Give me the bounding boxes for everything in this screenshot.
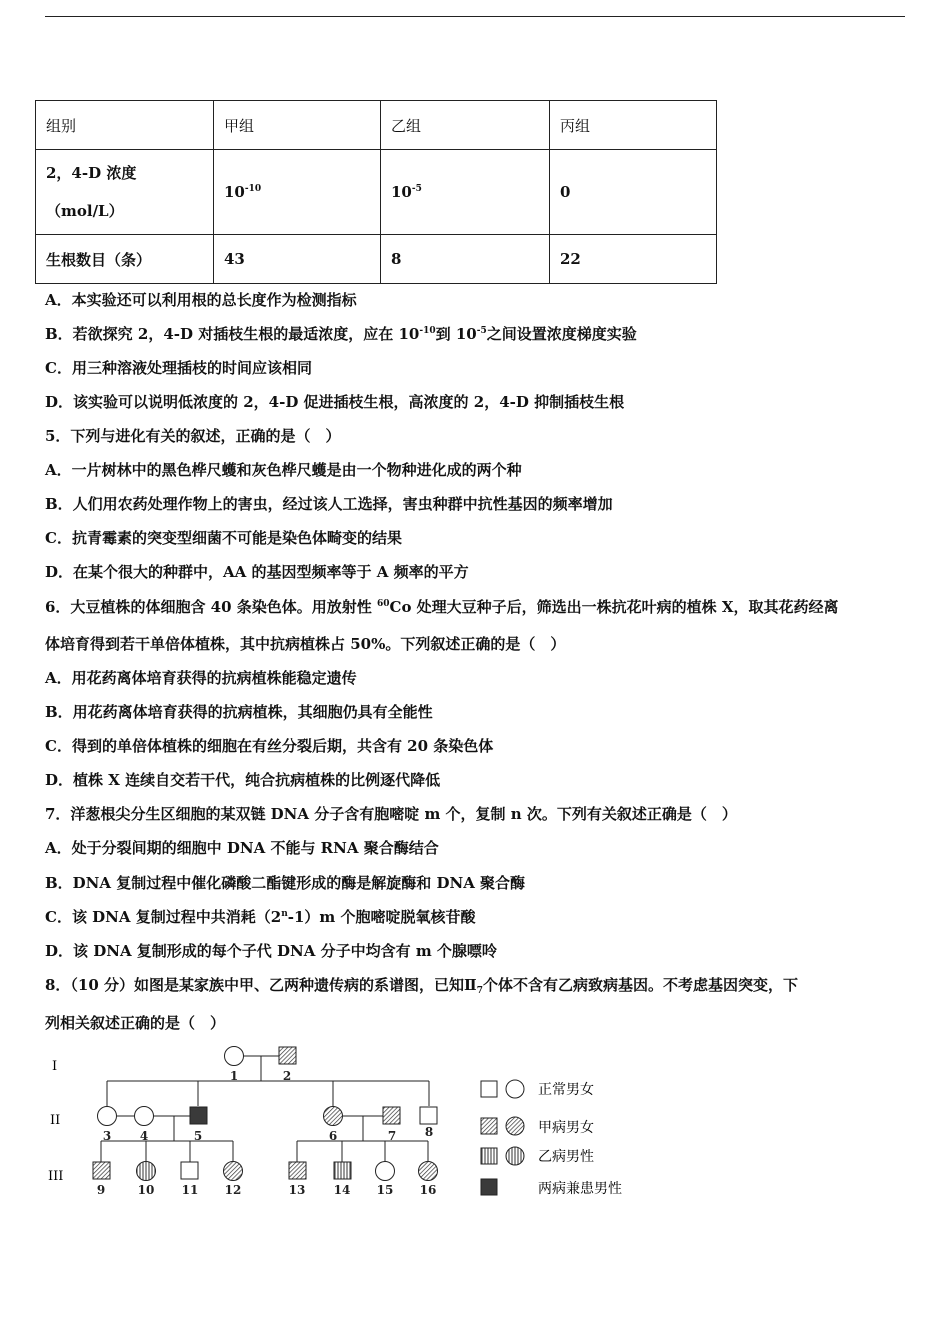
individual-number: 14: [333, 1183, 351, 1197]
q8-stem-line2: 列相关叙述正确的是（ ）: [45, 1014, 226, 1032]
legend-yi-female-icon: [506, 1147, 524, 1165]
individual-number: 8: [424, 1125, 434, 1139]
table-cell: 0: [550, 150, 717, 235]
individual-number: 4: [139, 1129, 149, 1143]
legend-label: 两病兼患男性: [538, 1181, 622, 1197]
individual-number: 7: [387, 1129, 397, 1143]
individual-8-male-normal: [420, 1107, 437, 1124]
q6-option-c: C．得到的单倍体植株的细胞在有丝分裂后期，共含有 20 条染色体: [45, 737, 494, 755]
individual-number: 3: [102, 1129, 112, 1143]
generation-label: II: [50, 1113, 61, 1128]
individual-16-female-jia: [419, 1162, 438, 1181]
legend-yi-male-icon: [481, 1148, 497, 1164]
table-cell: 组别: [36, 101, 214, 150]
table-cell: 43: [214, 235, 381, 284]
individual-7-male-jia: [383, 1107, 400, 1124]
table-cell: $10^{-10}$: [214, 150, 381, 235]
q6-option-d: D．植株 X 连续自交若干代，纯合抗病植株的比例逐代降低: [45, 771, 441, 789]
concentration-unit: （mol/L）: [46, 202, 124, 220]
legend-label: 甲病男女: [538, 1120, 594, 1136]
table-cell: 生根数目（条）: [36, 235, 214, 284]
q5-stem: 5．下列与进化有关的叙述，正确的是（ ）: [45, 427, 341, 445]
q7-stem: 7．洋葱根尖分生区细胞的某双链 DNA 分子含有胞嘧啶 m 个，复制 n 次。下列有关叙述正确是（ ）: [45, 805, 737, 823]
individual-11-male-normal: [181, 1162, 198, 1179]
individual-number: 1: [229, 1069, 239, 1083]
q4-option-b: B．若欲探究 2，4-D 对插枝生根的最适浓度，应在 $10^{-10}$到 $10^{-5}$之间设置浓度梯度实验: [45, 325, 637, 343]
individual-number: 2: [282, 1069, 292, 1083]
individual-2-male-jia: [279, 1047, 296, 1064]
individual-3-female-normal: [98, 1107, 117, 1126]
individual-number: 10: [137, 1183, 155, 1197]
q7-option-a: A．处于分裂间期的细胞中 DNA 不能与 RNA 聚合酶结合: [45, 839, 439, 857]
individual-1-female-normal: [225, 1047, 244, 1066]
individual-number: 6: [328, 1129, 338, 1143]
individual-number: 11: [181, 1183, 199, 1197]
legend-jia-female-icon: [506, 1117, 524, 1135]
individual-number: 13: [288, 1183, 306, 1197]
q6-option-a: A．用花药离体培育获得的抗病植株能稳定遗传: [45, 669, 357, 687]
individual-13-male-jia: [289, 1162, 306, 1179]
q6-stem-line1: 6．大豆植株的体细胞含 40 条染色体。用放射性 $^{60}$Co 处理大豆种子后，筛选出一株抗花叶病的植株 X，取其花药经离: [45, 598, 839, 616]
q4-option-a: A．本实验还可以利用根的总长度作为检测指标: [45, 291, 357, 309]
table-cell: $10^{-5}$: [381, 150, 550, 235]
individual-number: 5: [193, 1129, 203, 1143]
pedigree-legend: [481, 1080, 622, 1197]
q5-option-a: A．一片树林中的黑色桦尺蠖和灰色桦尺蠖是由一个物种进化成的两个种: [45, 461, 522, 479]
individual-9-male-jia: [93, 1162, 110, 1179]
legend-both-male-icon: [481, 1179, 497, 1195]
individual-12-female-jia: [224, 1162, 243, 1181]
q4-option-c: C．用三种溶液处理插枝的时间应该相同: [45, 359, 312, 377]
legend-normal-female-icon: [506, 1080, 524, 1098]
table-row: [36, 235, 717, 284]
pedigree-chart: [40, 1040, 660, 1210]
header-rule: [45, 16, 905, 17]
q5-option-b: B．人们用农药处理作物上的害虫，经过该人工选择，害虫种群中抗性基因的频率增加: [45, 495, 613, 513]
individual-14-male-yi: [334, 1162, 351, 1179]
legend-jia-male-icon: [481, 1118, 497, 1134]
legend-normal-male-icon: [481, 1081, 497, 1097]
table-cell: 丙组: [550, 101, 717, 150]
q7-option-c: C．该 DNA 复制过程中共消耗（2$^n$-1）m 个胞嘧啶脱氧核苷酸: [45, 908, 476, 926]
individual-4-female-normal: [135, 1107, 154, 1126]
q4-option-d: D．该实验可以说明低浓度的 2，4-D 促进插枝生根，高浓度的 2，4-D 抑制插枝生根: [45, 393, 625, 411]
q7-option-b: B．DNA 复制过程中催化磷酸二酯键形成的酶是解旋酶和 DNA 聚合酶: [45, 874, 526, 892]
table-row: [36, 150, 717, 235]
data-table: [35, 100, 717, 284]
individual-15-female-normal: [376, 1162, 395, 1181]
table-cell: 甲组: [214, 101, 381, 150]
individual-10-female-yi: [137, 1162, 156, 1181]
table-cell: 22: [550, 235, 717, 284]
legend-label: 正常男女: [538, 1082, 594, 1098]
q7-option-d: D．该 DNA 复制形成的每个子代 DNA 分子中均含有 m 个腺嘌呤: [45, 942, 497, 960]
generation-label: I: [52, 1059, 58, 1074]
individual-number: 16: [419, 1183, 437, 1197]
individual-number: 9: [96, 1183, 106, 1197]
legend-label: 乙病男性: [538, 1149, 594, 1165]
table-cell: 8: [381, 235, 550, 284]
individual-number: 12: [224, 1183, 242, 1197]
concentration-label: 2，4-D 浓度: [46, 164, 137, 182]
individual-5-male-both: [190, 1107, 207, 1124]
q5-option-d: D．在某个很大的种群中，AA 的基因型频率等于 A 频率的平方: [45, 563, 469, 581]
q6-stem-line2: 体培育得到若干单倍体植株，其中抗病植株占 50%。下列叙述正确的是（ ）: [45, 635, 566, 653]
table-cell: [36, 150, 214, 235]
table-cell: 乙组: [381, 101, 550, 150]
generation-label: III: [48, 1169, 64, 1184]
q6-option-b: B．用花药离体培育获得的抗病植株，其细胞仍具有全能性: [45, 703, 433, 721]
individual-number: 15: [376, 1183, 394, 1197]
q8-stem-line1: 8．（10 分）如图是某家族中甲、乙两种遗传病的系谱图，已知$Ⅱ_7$个体不含有乙病致病基因。不考虑基因突变，下: [45, 976, 798, 996]
table-row: [36, 101, 717, 150]
q5-option-c: C．抗青霉素的突变型细菌不可能是染色体畸变的结果: [45, 529, 402, 547]
individual-6-female-jia: [324, 1107, 343, 1126]
